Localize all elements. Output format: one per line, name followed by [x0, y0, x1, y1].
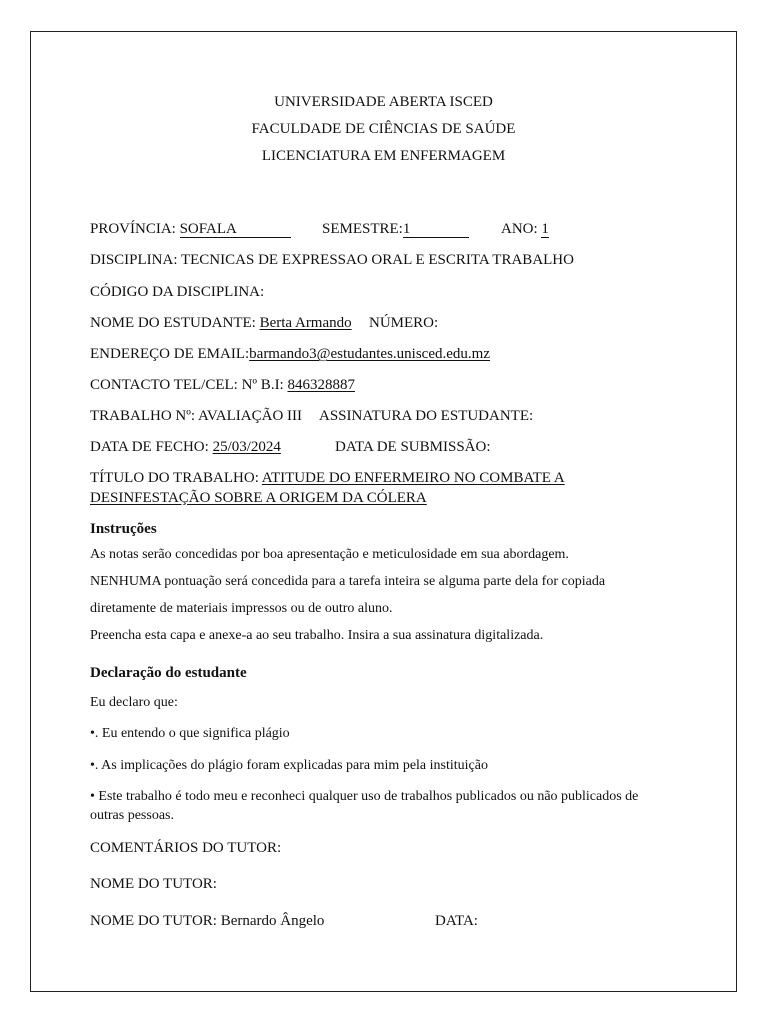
email-value: barmando3@estudantes.unisced.edu.mz	[249, 346, 490, 362]
contacto-label: CONTACTO TEL/CEL: Nº B.I:	[90, 377, 288, 393]
semestre-value: 1	[403, 222, 469, 238]
numero-label: NÚMERO:	[369, 315, 439, 331]
declaration-item-1: •. Eu entendo o que significa plágio	[90, 726, 290, 741]
contacto-value: 846328887	[287, 377, 355, 393]
contacto-field	[90, 376, 355, 394]
ano-value: 1	[541, 221, 549, 237]
fecho-value: 25/03/2024	[212, 439, 281, 455]
titulo-line2-wrap	[90, 489, 427, 507]
nome-estudante-value: Berta Armando	[259, 315, 352, 331]
tutor-data: DATA:	[435, 913, 478, 929]
fecho-field	[90, 438, 281, 456]
nome-estudante-label: NOME DO ESTUDANTE:	[90, 315, 260, 331]
submissao-label: DATA DE SUBMISSÃO:	[335, 439, 491, 455]
provincia-value: SOFALA	[180, 222, 291, 238]
nome-estudante-field	[90, 314, 352, 332]
declaration-heading: Declaração do estudante	[90, 665, 247, 681]
semestre-field	[322, 220, 469, 238]
declaration-item-3b: outras pessoas.	[90, 808, 174, 823]
tutor-nome-1: NOME DO TUTOR:	[90, 876, 217, 892]
titulo-label: TÍTULO DO TRABALHO:	[90, 470, 262, 486]
email-label: ENDEREÇO DE EMAIL:	[90, 346, 250, 362]
faculty-name: FACULDADE DE CIÊNCIAS DE SAÚDE	[251, 121, 516, 137]
tutor-nome-2: NOME DO TUTOR: Bernardo Ângelo	[90, 913, 325, 929]
instructions-p3: Preencha esta capa e anexe-a ao seu trabalho. Insira a sua assinatura digitalizada.	[90, 628, 544, 643]
tutor-comentarios: COMENTÁRIOS DO TUTOR:	[90, 840, 282, 856]
titulo-field	[90, 469, 565, 487]
trabalho-numero: TRABALHO Nº: AVALIAÇÃO III	[90, 408, 303, 424]
codigo-line: CÓDIGO DA DISCIPLINA:	[90, 284, 265, 300]
email-field	[90, 345, 490, 363]
course-name: LICENCIATURA EM ENFERMAGEM	[261, 148, 506, 164]
university-name: UNIVERSIDADE ABERTA ISCED	[274, 94, 493, 110]
instructions-p1: As notas serão concedidas por boa apresentação e meticulosidade em sua abordagem.	[90, 547, 569, 562]
provincia-field	[90, 220, 291, 238]
disciplina-line: DISCIPLINA: TECNICAS DE EXPRESSAO ORAL E ESCRITA TRABALHO	[90, 252, 574, 268]
fecho-label: DATA DE FECHO:	[90, 439, 213, 455]
instructions-heading: Instruções	[90, 521, 157, 537]
declaration-item-2: •. As implicações do plágio foram explicadas para mim pela instituição	[90, 758, 488, 773]
provincia-label: PROVÍNCIA:	[90, 221, 180, 237]
titulo-value-line1: ATITUDE DO ENFERMEIRO NO COMBATE A	[261, 470, 565, 486]
titulo-value-line2: DESINFESTAÇÃO SOBRE A ORIGEM DA CÓLERA	[90, 490, 427, 506]
instructions-p2a: NENHUMA pontuação será concedida para a tarefa inteira se alguma parte dela for copiada	[90, 574, 606, 589]
declaration-item-3a: • Este trabalho é todo meu e reconheci qualquer uso de trabalhos publicados ou não publicados de	[90, 789, 639, 804]
semestre-label: SEMESTRE:	[322, 221, 403, 237]
declaration-intro: Eu declaro que:	[90, 695, 178, 710]
ano-label: ANO:	[501, 221, 542, 237]
instructions-p2b: diretamente de materiais impressos ou de outro aluno.	[90, 601, 393, 616]
ano-field	[501, 220, 549, 238]
assinatura-label: ASSINATURA DO ESTUDANTE:	[319, 408, 534, 424]
